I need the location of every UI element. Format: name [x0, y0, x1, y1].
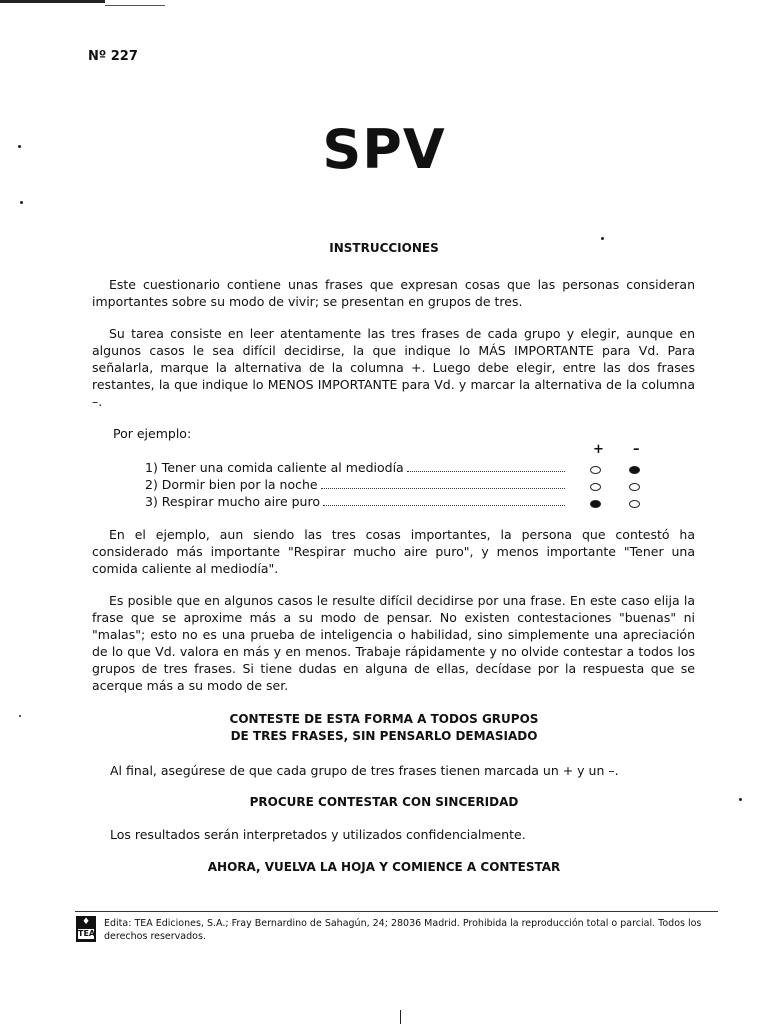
footer-publisher-text: Edita: TEA Ediciones, S.A.; Fray Bernardino de Sahagún, 24; 28036 Madrid. Prohibida la reproducción total o parcial. Todos los derechos reservados.: [104, 918, 702, 942]
example-row-2-plus-bubble: [590, 483, 601, 491]
leader-dots: [407, 461, 565, 472]
example-row-1: [145, 460, 565, 475]
example-row-3-plus-bubble: [590, 500, 601, 508]
scan-speck: [20, 201, 23, 204]
confidentiality-paragraph: Los resultados serán interpretados y utilizados confidencialmente.: [110, 827, 526, 842]
guidance-paragraph: [92, 592, 695, 694]
notice-answer-all-line-1: CONTESTE DE ESTA FORMA A TODOS GRUPOS: [229, 712, 539, 726]
notice-answer-all-line-2: DE TRES FRASES, SIN PENSARLO DEMASIADO: [230, 729, 538, 743]
intro-text: Este cuestionario contiene unas frases que expresan cosas que las personas consideran importantes sobre su modo de vivir; se presentan en grupos de tres.: [92, 277, 695, 309]
task-paragraph: [92, 325, 695, 410]
example-row-1-minus-bubble: [629, 466, 640, 474]
top-edge-bar: [0, 0, 105, 3]
scan-speck: [400, 1010, 401, 1024]
example-row-label: 2) Dormir bien por la noche: [145, 477, 318, 492]
notice-sincerity: PROCURE CONTESTAR CON SINCERIDAD: [249, 795, 519, 809]
example-row-3-minus-bubble: [629, 500, 640, 508]
example-row-label: 3) Respirar mucho aire puro: [145, 494, 320, 509]
scan-speck: [601, 237, 604, 240]
notice-turn-page: AHORA, VUELVA LA HOJA Y COMIENCE A CONTESTAR: [207, 860, 561, 874]
scan-speck: [18, 145, 21, 148]
example-label: Por ejemplo:: [113, 426, 192, 441]
tea-logo: [76, 916, 96, 942]
example-explanation-text: En el ejemplo, aun siendo las tres cosas importantes, la persona que contestó ha considerado más importante "Respirar mucho aire puro", y menos importante "Tener una comida caliente al mediodía".: [92, 527, 695, 576]
logo-text: TEA: [78, 929, 96, 938]
final-check-paragraph: Al final, asegúrese de que cada grupo de tres frases tienen marcada un + y un –.: [110, 763, 619, 778]
leader-dots: [321, 478, 565, 489]
logo-mark-icon: ♦: [81, 917, 91, 927]
document-number: Nº 227: [88, 49, 138, 64]
instructions-heading: INSTRUCCIONES: [329, 241, 439, 255]
example-explanation-paragraph: [92, 526, 695, 577]
guidance-text: Es posible que en algunos casos le resulte difícil decidirse por una frase. En este caso elija la frase que se aproxime más a su modo de pensar. No existen contestaciones "buenas" ni "malas"; esto no es una prueba de inteligencia o habilidad, sino simplemente una apreciación de lo que Vd. valora en más y en menos. Trabaje rápidamente y no olvide contestar a todos los grupos de tres frases. Si tiene dudas en alguna de ellas, decídase por la respuesta que se acerque más a su modo de ser.: [92, 593, 695, 693]
example-row-2-minus-bubble: [629, 483, 640, 491]
top-edge-line: [105, 5, 165, 6]
example-row-1-plus-bubble: [590, 466, 601, 474]
leader-dots: [323, 495, 565, 506]
example-row-label: 1) Tener una comida caliente al mediodía: [145, 460, 404, 475]
column-plus-header: +: [593, 442, 604, 457]
footer-divider: [75, 911, 718, 912]
task-text: Su tarea consiste en leer atentamente las tres frases de cada grupo y elegir, aunque en algunos casos le sea difícil decidirse, la que indique lo MÁS IMPORTANTE para Vd. Para señalarla, marque la alternativa de la columna +. Luego debe elegir, entre las dos frases restantes, la que indique lo MENOS IMPORTANTE para Vd. y marcar la alternativa de la columna –.: [92, 326, 695, 409]
scan-speck: [19, 715, 21, 717]
intro-paragraph: [92, 276, 695, 310]
example-row-3: [145, 494, 565, 509]
column-minus-header: –: [633, 442, 640, 457]
page-title: SPV: [322, 118, 446, 181]
example-row-2: [145, 477, 565, 492]
scan-speck: [739, 798, 742, 801]
